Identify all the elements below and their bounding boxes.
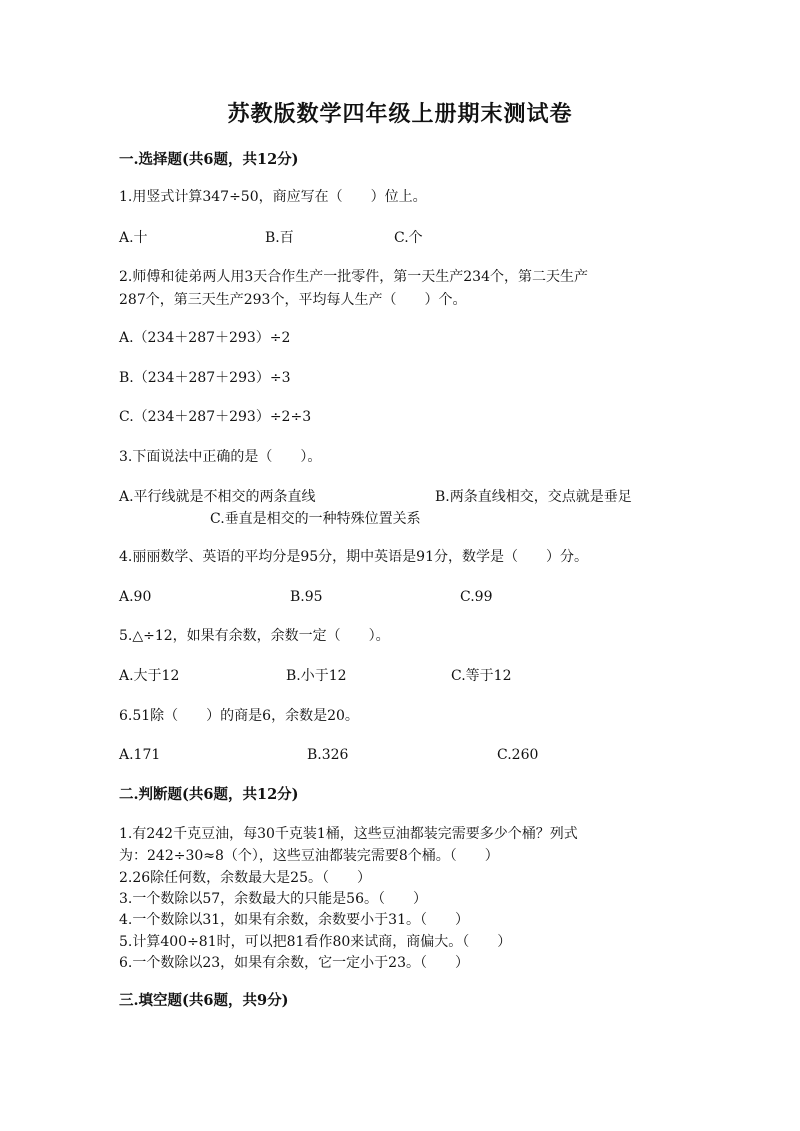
q4-option-b: B.95 (290, 589, 323, 605)
q5-option-b: B.小于12 (286, 668, 347, 684)
q6-option-b: B.326 (307, 747, 349, 763)
q3-option-c: C.垂直是相交的一种特殊位置关系 (210, 511, 421, 527)
q6-option-c: C.260 (497, 747, 539, 763)
q1-option-a: A.十 (119, 230, 148, 246)
question-2-line-2: 287个，第三天生产293个，平均每人生产（ ）个。 (119, 292, 467, 308)
q6-option-a: A.171 (119, 747, 161, 763)
q2-option-b: B.（234＋287＋293）÷3 (119, 370, 291, 386)
judge-6: 6.一个数除以23，如果有余数，它一定小于23。（ ） (119, 955, 469, 971)
judge-1-line-2: 为：242÷30≈8（个），这些豆油都装完需要8个桶。（ ） (119, 848, 499, 864)
judge-2: 2.26除任何数，余数最大是25。（ ） (119, 870, 371, 886)
page-title: 苏教版数学四年级上册期末测试卷 (227, 101, 573, 127)
section-heading-choice: 一.选择题(共6题，共12分) (119, 151, 299, 168)
question-2-line-1: 2.师傅和徒弟两人用3天合作生产一批零件，第一天生产234个，第二天生产 (119, 269, 588, 285)
question-3: 3.下面说法中正确的是（ ）。 (119, 449, 322, 465)
q4-option-a: A.90 (119, 589, 152, 605)
section-heading-fill: 三.填空题(共6题，共9分) (119, 992, 289, 1009)
question-4: 4.丽丽数学、英语的平均分是95分，期中英语是91分，数学是（ ）分。 (119, 549, 588, 565)
q2-option-c: C.（234＋287＋293）÷2÷3 (119, 409, 312, 425)
q3-option-b: B.两条直线相交，交点就是垂足 (435, 489, 632, 505)
judge-1-line-1: 1.有242千克豆油，每30千克装1桶，这些豆油都装完需要多少个桶？列式 (119, 826, 578, 842)
judge-5: 5.计算400÷81时，可以把81看作80来试商，商偏大。（ ） (119, 934, 512, 950)
q3-option-a: A.平行线就是不相交的两条直线 (119, 489, 316, 505)
q5-option-a: A.大于12 (119, 668, 180, 684)
question-6: 6.51除（ ）的商是6，余数是20。 (119, 708, 359, 724)
q2-option-a: A.（234＋287＋293）÷2 (119, 330, 291, 346)
q4-option-c: C.99 (460, 589, 493, 605)
section-heading-judge: 二.判断题(共6题，共12分) (119, 786, 299, 803)
judge-4: 4.一个数除以31，如果有余数，余数要小于31。（ ） (119, 912, 469, 928)
judge-3: 3.一个数除以57，余数最大的只能是56。（ ） (119, 891, 427, 907)
q1-option-b: B.百 (265, 230, 294, 246)
q1-option-c: C.个 (394, 230, 423, 246)
question-5: 5.△÷12，如果有余数，余数一定（ ）。 (119, 628, 390, 644)
q5-option-c: C.等于12 (451, 668, 512, 684)
question-1: 1.用竖式计算347÷50，商应写在（ ）位上。 (119, 189, 427, 205)
